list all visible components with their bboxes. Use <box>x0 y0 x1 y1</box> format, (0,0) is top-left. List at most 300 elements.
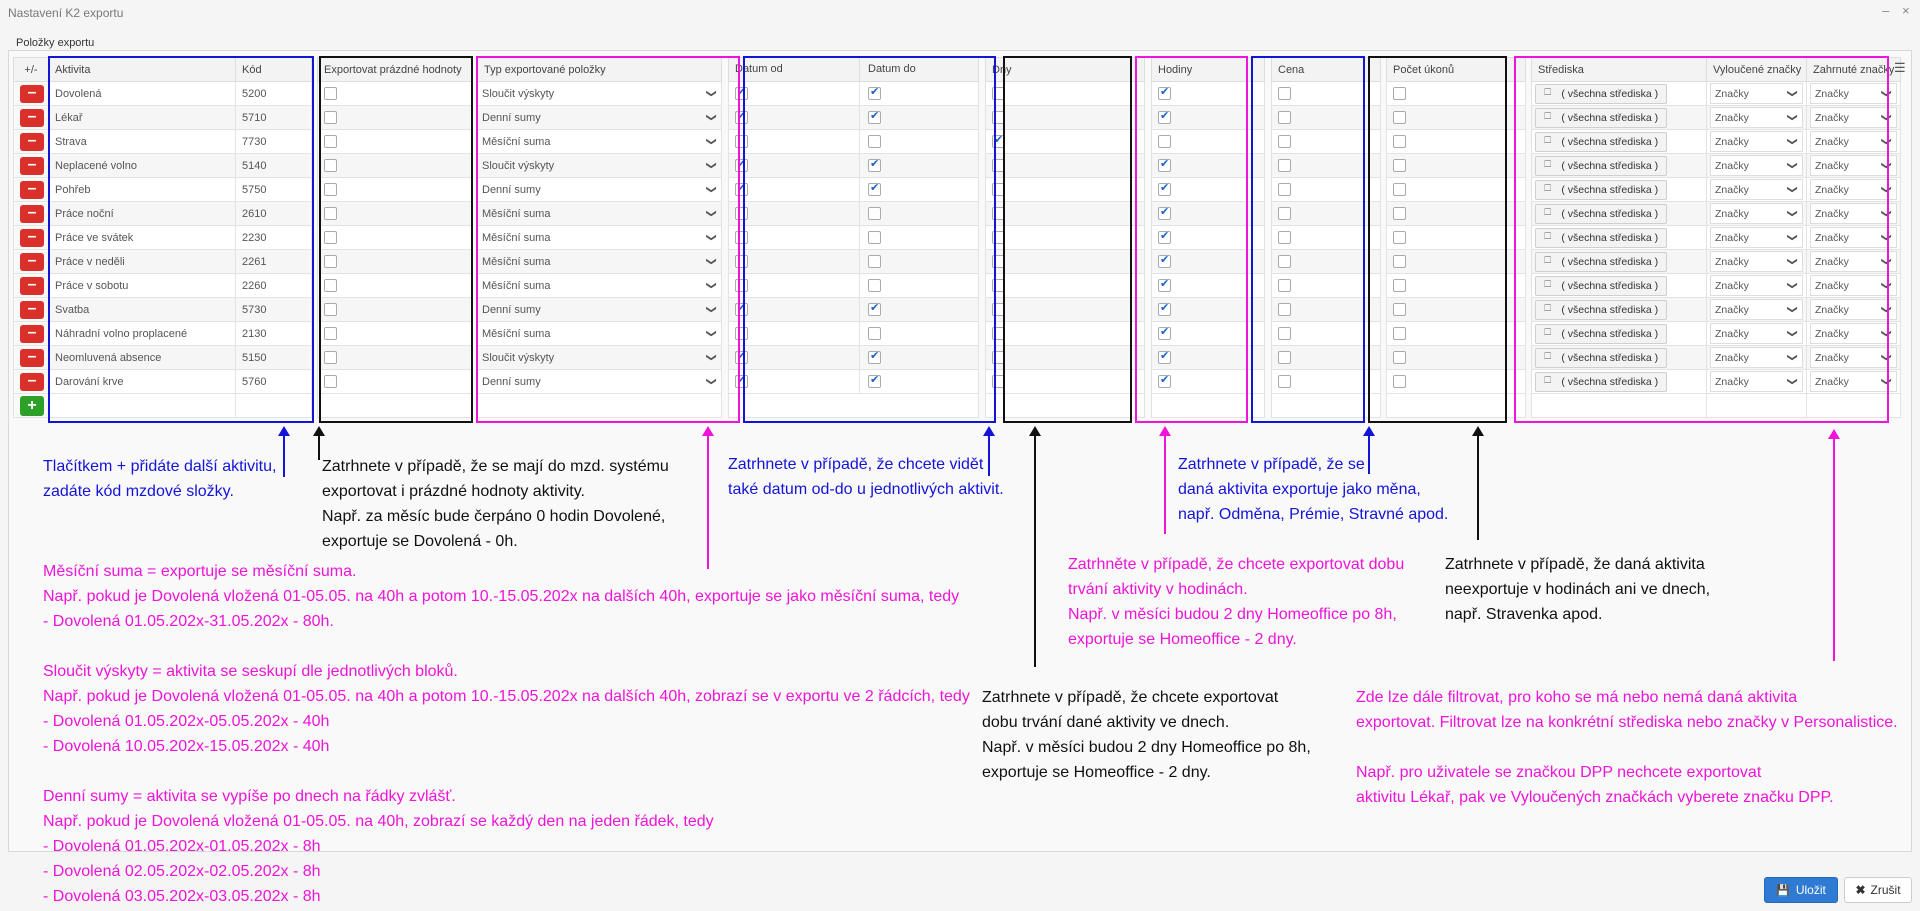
prazdne-checkbox[interactable] <box>324 87 337 100</box>
col-aktivita[interactable]: Aktivita <box>49 58 236 82</box>
window-titlebar <box>0 0 1920 24</box>
typ-select[interactable]: Měsíční suma ❯ <box>482 256 721 268</box>
kod-cell[interactable]: 5140 <box>236 154 312 178</box>
chevron-down-icon: ❯ <box>1880 329 1892 338</box>
datum-do-checkbox[interactable] <box>868 351 881 364</box>
datum-od-checkbox[interactable] <box>735 87 748 100</box>
datum-od-checkbox[interactable] <box>735 375 748 388</box>
strediska-button[interactable]: 🗆 ( všechna střediska ) <box>1535 156 1667 176</box>
typ-select[interactable]: Denní sumy ❯ <box>482 184 721 196</box>
vyloucene-znacky-select[interactable]: Značky ❯ <box>1710 275 1803 296</box>
pocet-ukonu-checkbox[interactable] <box>1393 135 1406 148</box>
minimize-icon[interactable]: – <box>1882 3 1890 18</box>
aktivita-cell[interactable]: Neomluvená absence <box>49 346 236 370</box>
chevron-down-icon: ❯ <box>705 233 717 242</box>
vyloucene-znacky-select[interactable]: Značky ❯ <box>1710 83 1803 104</box>
note-line: dobu trvání dané aktivity ve dnech. <box>982 714 1230 731</box>
strediska-button[interactable]: 🗆 ( všechna střediska ) <box>1535 84 1667 104</box>
hodiny-checkbox[interactable] <box>1158 327 1171 340</box>
remove-row-button[interactable]: – <box>20 301 44 319</box>
datum-do-checkbox[interactable] <box>868 255 881 268</box>
table-row <box>14 322 1901 346</box>
dny-checkbox[interactable] <box>992 303 1005 316</box>
remove-row-button[interactable]: – <box>20 109 44 127</box>
cena-checkbox[interactable] <box>1278 327 1291 340</box>
dny-checkbox[interactable] <box>992 255 1005 268</box>
chevron-down-icon: ❯ <box>1880 353 1892 362</box>
arrow-hodiny <box>1164 434 1166 534</box>
datum-do-checkbox[interactable] <box>868 159 881 172</box>
note-line: - Dovolená 01.05.202x-31.05.202x - 80h. <box>43 613 334 630</box>
dny-checkbox[interactable] <box>992 327 1005 340</box>
chevron-down-icon: ❯ <box>705 305 717 314</box>
prazdne-checkbox[interactable] <box>324 207 337 220</box>
kod-cell[interactable]: 7730 <box>236 130 312 154</box>
zahrnute-znacky-select[interactable]: Značky ❯ <box>1810 203 1897 224</box>
hodiny-checkbox[interactable] <box>1158 135 1171 148</box>
dny-checkbox[interactable] <box>992 231 1005 244</box>
cena-checkbox[interactable] <box>1278 303 1291 316</box>
chevron-down-icon: ❯ <box>1786 305 1798 314</box>
kod-cell[interactable]: 2130 <box>236 322 312 346</box>
note-line: exportovat. Filtrovat lze na konkrétní střediska nebo značky v Personalistice. <box>1356 714 1898 731</box>
zahrnute-znacky-select[interactable]: Značky ❯ <box>1810 251 1897 272</box>
chevron-down-icon: ❯ <box>1786 257 1798 266</box>
aktivita-cell[interactable]: Náhradní volno proplacené <box>49 322 236 346</box>
note-line: Zatrhněte v případě, že chcete exportovat dobu <box>1068 556 1405 573</box>
pocet-ukonu-checkbox[interactable] <box>1393 327 1406 340</box>
cena-checkbox[interactable] <box>1278 135 1291 148</box>
hodiny-checkbox[interactable] <box>1158 111 1171 124</box>
hodiny-checkbox[interactable] <box>1158 255 1171 268</box>
cena-checkbox[interactable] <box>1278 159 1291 172</box>
kod-cell[interactable]: 2230 <box>236 226 312 250</box>
table-row <box>14 82 1901 106</box>
hodiny-checkbox[interactable] <box>1158 303 1171 316</box>
datum-do-checkbox[interactable] <box>868 375 881 388</box>
note-price <box>1178 452 1448 527</box>
kod-cell[interactable]: 5760 <box>236 370 312 394</box>
strediska-button[interactable]: 🗆 ( všechna střediska ) <box>1535 252 1667 272</box>
cena-checkbox[interactable] <box>1278 351 1291 364</box>
note-empty-values <box>322 454 669 554</box>
chevron-down-icon: ❯ <box>705 353 717 362</box>
strediska-button[interactable]: 🗆 ( všechna střediska ) <box>1535 180 1667 200</box>
pocet-ukonu-checkbox[interactable] <box>1393 351 1406 364</box>
note-line: Např. v měsíci budou 2 dny Homeoffice po 8h, <box>1068 606 1397 623</box>
pocet-ukonu-checkbox[interactable] <box>1393 303 1406 316</box>
note-line: aktivitu Lékař, pak ve Vyloučených značkách vyberete značku DPP. <box>1356 789 1834 806</box>
vyloucene-znacky-select[interactable]: Značky ❯ <box>1710 179 1803 200</box>
arrow-aktivita <box>283 434 285 477</box>
zahrnute-znacky-select[interactable]: Značky ❯ <box>1810 323 1897 344</box>
zahrnute-znacky-select[interactable]: Značky ❯ <box>1810 155 1897 176</box>
datum-od-checkbox[interactable] <box>735 135 748 148</box>
strediska-button[interactable]: 🗆 ( všechna střediska ) <box>1535 228 1667 248</box>
note-line: exportovat i prázdné hodnoty aktivity. <box>322 483 585 500</box>
vyloucene-znacky-select[interactable]: Značky ❯ <box>1710 299 1803 320</box>
building-icon: 🗆 <box>1544 303 1552 314</box>
zahrnute-znacky-select[interactable]: Značky ❯ <box>1810 107 1897 128</box>
kod-cell[interactable]: 5730 <box>236 298 312 322</box>
remove-row-button[interactable]: – <box>20 157 44 175</box>
datum-od-checkbox[interactable] <box>735 111 748 124</box>
datum-do-checkbox[interactable] <box>868 111 881 124</box>
hodiny-checkbox[interactable] <box>1158 207 1171 220</box>
add-row <box>14 394 1901 418</box>
building-icon: 🗆 <box>1544 207 1552 218</box>
remove-row-button[interactable]: – <box>20 181 44 199</box>
prazdne-checkbox[interactable] <box>324 279 337 292</box>
note-line: Zatrhnete v případě, že chcete exportovat <box>982 689 1279 706</box>
aktivita-cell[interactable]: Svatba <box>49 298 236 322</box>
vyloucene-znacky-select[interactable]: Značky ❯ <box>1710 227 1803 248</box>
note-line: Měsíční suma = exportuje se měsíční suma. <box>43 563 357 580</box>
chevron-down-icon: ❯ <box>1880 89 1892 98</box>
note-line <box>1356 735 1898 760</box>
col-hodiny[interactable]: Hodiny <box>1152 58 1265 82</box>
note-line: Zatrhnete v případě, že se <box>1178 456 1365 473</box>
chevron-down-icon: ❯ <box>705 329 717 338</box>
remove-row-button[interactable]: – <box>20 325 44 343</box>
remove-row-button[interactable]: – <box>20 229 44 247</box>
zahrnute-znacky-select[interactable]: Značky ❯ <box>1810 179 1897 200</box>
col-plus-minus: +/- <box>14 58 49 82</box>
datum-do-checkbox[interactable] <box>868 207 881 220</box>
vyloucene-znacky-select[interactable]: Značky ❯ <box>1710 107 1803 128</box>
note-line <box>43 759 970 784</box>
note-line: např. Odměna, Prémie, Stravné apod. <box>1178 506 1449 523</box>
strediska-button[interactable]: 🗆 ( všechna střediska ) <box>1535 276 1667 296</box>
chevron-down-icon: ❯ <box>705 161 717 170</box>
chevron-down-icon: ❯ <box>1786 281 1798 290</box>
col-datum-do[interactable]: Datum do <box>868 63 916 75</box>
aktivita-cell[interactable]: Neplacené volno <box>49 154 236 178</box>
zahrnute-znacky-select[interactable]: Značky ❯ <box>1810 227 1897 248</box>
note-line: zadáte kód mzdové složky. <box>43 483 234 500</box>
chevron-down-icon: ❯ <box>1880 161 1892 170</box>
aktivita-cell[interactable]: Pohřeb <box>49 178 236 202</box>
dny-checkbox[interactable] <box>992 183 1005 196</box>
close-icon[interactable]: × <box>1902 3 1910 18</box>
note-line: Denní sumy = aktivita se vypíše po dnech na řádky zvlášť. <box>43 788 456 805</box>
pocet-ukonu-checkbox[interactable] <box>1393 183 1406 196</box>
kod-cell[interactable]: 5200 <box>236 82 312 106</box>
col-prazdne[interactable]: Exportovat prázdné hodnoty <box>318 58 472 82</box>
building-icon: 🗆 <box>1544 279 1552 290</box>
prazdne-checkbox[interactable] <box>324 303 337 316</box>
pocet-ukonu-checkbox[interactable] <box>1393 279 1406 292</box>
dny-checkbox[interactable] <box>992 351 1005 364</box>
strediska-button[interactable]: 🗆 ( všechna střediska ) <box>1535 108 1667 128</box>
save-button[interactable]: 💾 Uložit <box>1764 877 1838 903</box>
column-menu-icon[interactable]: ☰ <box>1894 60 1906 75</box>
dny-checkbox[interactable] <box>992 207 1005 220</box>
note-line: Např. pokud je Dovolená vložená 01-05.05. na 40h, zobrazí se každý den na jeden řádek, tedy <box>43 813 714 830</box>
note-line: Zde lze dále filtrovat, pro koho se má nebo nemá daná aktivita <box>1356 689 1798 706</box>
table-row <box>14 370 1901 394</box>
prazdne-checkbox[interactable] <box>324 231 337 244</box>
datum-od-checkbox[interactable] <box>735 183 748 196</box>
building-icon: 🗆 <box>1544 375 1552 386</box>
kod-cell[interactable]: 2610 <box>236 202 312 226</box>
dny-checkbox[interactable] <box>992 135 1005 148</box>
zahrnute-znacky-select[interactable]: Značky ❯ <box>1810 371 1897 392</box>
pocet-ukonu-checkbox[interactable] <box>1393 111 1406 124</box>
remove-row-button[interactable]: – <box>20 253 44 271</box>
building-icon: 🗆 <box>1544 159 1552 170</box>
vyloucene-znacky-select[interactable]: Značky ❯ <box>1710 203 1803 224</box>
chevron-down-icon: ❯ <box>1880 281 1892 290</box>
prazdne-checkbox[interactable] <box>324 111 337 124</box>
chevron-down-icon: ❯ <box>705 257 717 266</box>
aktivita-cell[interactable]: Práce ve svátek <box>49 226 236 250</box>
note-line: Např. pokud je Dovolená vložená 01-05.05. na 40h a potom 10.-15.05.202x na dalších 40h, zobrazí se v exportu ve 2 řádcích, tedy <box>43 688 970 705</box>
note-line: také datum od-do u jednotlivých aktivit. <box>728 481 1004 498</box>
note-line: Např. za měsíc bude čerpáno 0 hodin Dovolené, <box>322 508 666 525</box>
table-header <box>14 58 1901 82</box>
aktivita-cell[interactable]: Lékař <box>49 106 236 130</box>
chevron-down-icon: ❯ <box>1786 185 1798 194</box>
chevron-down-icon: ❯ <box>1786 113 1798 122</box>
table-row <box>14 202 1901 226</box>
table-row <box>14 154 1901 178</box>
typ-select[interactable]: Měsíční suma ❯ <box>482 208 721 220</box>
typ-select[interactable]: Sloučit výskyty ❯ <box>482 88 721 100</box>
hodiny-checkbox[interactable] <box>1158 231 1171 244</box>
datum-od-checkbox[interactable] <box>735 207 748 220</box>
typ-select[interactable]: Měsíční suma ❯ <box>482 328 721 340</box>
cena-checkbox[interactable] <box>1278 207 1291 220</box>
col-cena[interactable]: Cena <box>1272 58 1381 82</box>
note-line: Např. pro uživatele se značkou DPP nechcete exportovat <box>1356 764 1762 781</box>
hodiny-checkbox[interactable] <box>1158 183 1171 196</box>
strediska-button[interactable]: 🗆 ( všechna střediska ) <box>1535 372 1667 392</box>
building-icon: 🗆 <box>1544 255 1552 266</box>
chevron-down-icon: ❯ <box>1880 209 1892 218</box>
dny-checkbox[interactable] <box>992 111 1005 124</box>
chevron-down-icon: ❯ <box>705 281 717 290</box>
table-row <box>14 130 1901 154</box>
note-line: exportuje se Homeoffice - 2 dny. <box>1068 631 1297 648</box>
col-dny[interactable]: Dny <box>986 58 1145 82</box>
note-line: Sloučit výskyty = aktivita se seskupí dle jednotlivých bloků. <box>43 663 458 680</box>
typ-select[interactable]: Denní sumy ❯ <box>482 304 721 316</box>
note-line: Tlačítkem + přidáte další aktivitu, <box>43 458 277 475</box>
building-icon: 🗆 <box>1544 87 1552 98</box>
kod-cell[interactable]: 5750 <box>236 178 312 202</box>
datum-do-checkbox[interactable] <box>868 279 881 292</box>
note-line: - Dovolená 10.05.202x-15.05.202x - 40h <box>43 738 330 755</box>
col-vyloucene-znacky[interactable]: Vyloučené značky <box>1707 58 1807 82</box>
section-title: Položky exportu <box>16 37 95 49</box>
chevron-down-icon: ❯ <box>1786 353 1798 362</box>
vyloucene-znacky-select[interactable]: Značky ❯ <box>1710 323 1803 344</box>
prazdne-checkbox[interactable] <box>324 135 337 148</box>
table-row <box>14 250 1901 274</box>
col-zahrnute-znacky[interactable]: Zahrnuté značky <box>1807 58 1901 82</box>
note-line: exportuje se Dovolená - 0h. <box>322 533 518 550</box>
cena-checkbox[interactable] <box>1278 231 1291 244</box>
table-row <box>14 274 1901 298</box>
pocet-ukonu-checkbox[interactable] <box>1393 159 1406 172</box>
hodiny-checkbox[interactable] <box>1158 375 1171 388</box>
zahrnute-znacky-select[interactable]: Značky ❯ <box>1810 131 1897 152</box>
pocet-ukonu-checkbox[interactable] <box>1393 375 1406 388</box>
vyloucene-znacky-select[interactable]: Značky ❯ <box>1710 155 1803 176</box>
table-row <box>14 298 1901 322</box>
kod-cell[interactable]: 2260 <box>236 274 312 298</box>
dny-checkbox[interactable] <box>992 159 1005 172</box>
col-typ[interactable]: Typ exportované položky <box>478 58 722 82</box>
table-row <box>14 106 1901 130</box>
note-line: - Dovolená 02.05.202x-02.05.202x - 8h <box>43 863 321 880</box>
prazdne-checkbox[interactable] <box>324 375 337 388</box>
col-pocet-ukonu[interactable]: Počet úkonů <box>1387 58 1526 82</box>
datum-od-checkbox[interactable] <box>735 327 748 340</box>
cancel-icon: ✖ <box>1855 883 1866 897</box>
typ-select[interactable]: Sloučit výskyty ❯ <box>482 352 721 364</box>
typ-select[interactable]: Denní sumy ❯ <box>482 376 721 388</box>
cena-checkbox[interactable] <box>1278 375 1291 388</box>
typ-select[interactable]: Měsíční suma ❯ <box>482 232 721 244</box>
datum-od-checkbox[interactable] <box>735 303 748 316</box>
prazdne-checkbox[interactable] <box>324 183 337 196</box>
hodiny-checkbox[interactable] <box>1158 87 1171 100</box>
zahrnute-znacky-select[interactable]: Značky ❯ <box>1810 275 1897 296</box>
cena-checkbox[interactable] <box>1278 183 1291 196</box>
datum-do-checkbox[interactable] <box>868 231 881 244</box>
cancel-button[interactable]: ✖ Zrušit <box>1844 877 1912 903</box>
strediska-button[interactable]: 🗆 ( všechna střediska ) <box>1535 348 1667 368</box>
vyloucene-znacky-select[interactable]: Značky ❯ <box>1710 131 1803 152</box>
vyloucene-znacky-select[interactable]: Značky ❯ <box>1710 371 1803 392</box>
typ-select[interactable]: Denní sumy ❯ <box>482 112 721 124</box>
strediska-button[interactable]: 🗆 ( všechna střediska ) <box>1535 300 1667 320</box>
datum-do-checkbox[interactable] <box>868 135 881 148</box>
remove-row-button[interactable]: – <box>20 205 44 223</box>
zahrnute-znacky-select[interactable]: Značky ❯ <box>1810 299 1897 320</box>
strediska-button[interactable]: 🗆 ( všechna střediska ) <box>1535 324 1667 344</box>
typ-select[interactable]: Sloučit výskyty ❯ <box>482 160 721 172</box>
datum-od-checkbox[interactable] <box>735 255 748 268</box>
kod-cell[interactable]: 5150 <box>236 346 312 370</box>
arrow-pocet <box>1477 434 1479 540</box>
strediska-button[interactable]: 🗆 ( všechna střediska ) <box>1535 204 1667 224</box>
prazdne-checkbox[interactable] <box>324 255 337 268</box>
chevron-down-icon: ❯ <box>705 185 717 194</box>
aktivita-cell[interactable]: Strava <box>49 130 236 154</box>
typ-select[interactable]: Měsíční suma ❯ <box>482 136 721 148</box>
prazdne-checkbox[interactable] <box>324 351 337 364</box>
note-export-type <box>43 559 970 909</box>
datum-do-checkbox[interactable] <box>868 327 881 340</box>
hodiny-checkbox[interactable] <box>1158 351 1171 364</box>
building-icon: 🗆 <box>1544 111 1552 122</box>
kod-cell[interactable]: 5710 <box>236 106 312 130</box>
remove-row-button[interactable]: – <box>20 349 44 367</box>
remove-row-button[interactable]: – <box>20 373 44 391</box>
note-count <box>1445 552 1710 627</box>
datum-od-checkbox[interactable] <box>735 159 748 172</box>
add-row-button[interactable]: + <box>20 396 44 416</box>
export-items-table <box>13 57 1901 418</box>
chevron-down-icon: ❯ <box>705 137 717 146</box>
aktivita-cell[interactable]: Darování krve <box>49 370 236 394</box>
aktivita-cell[interactable]: Dovolená <box>49 82 236 106</box>
chevron-down-icon: ❯ <box>1786 89 1798 98</box>
zahrnute-znacky-select[interactable]: Značky ❯ <box>1810 347 1897 368</box>
datum-do-checkbox[interactable] <box>868 87 881 100</box>
col-kod[interactable]: Kód <box>236 58 312 82</box>
hodiny-checkbox[interactable] <box>1158 159 1171 172</box>
col-datum-od[interactable]: Datum od <box>729 58 860 81</box>
table-row <box>14 178 1901 202</box>
note-line: Zatrhnete v případě, že chcete vidět <box>728 456 984 473</box>
remove-row-button[interactable]: – <box>20 85 44 103</box>
vyloucene-znacky-select[interactable]: Značky ❯ <box>1710 251 1803 272</box>
typ-select[interactable]: Měsíční suma ❯ <box>482 280 721 292</box>
chevron-down-icon: ❯ <box>1786 137 1798 146</box>
arrow-filtry <box>1833 437 1835 661</box>
pocet-ukonu-checkbox[interactable] <box>1393 87 1406 100</box>
pocet-ukonu-checkbox[interactable] <box>1393 207 1406 220</box>
chevron-down-icon: ❯ <box>705 209 717 218</box>
prazdne-checkbox[interactable] <box>324 159 337 172</box>
datum-do-checkbox[interactable] <box>868 303 881 316</box>
window-title: Nastavení K2 exportu <box>8 6 124 20</box>
chevron-down-icon: ❯ <box>1786 377 1798 386</box>
aktivita-cell[interactable]: Práce v sobotu <box>49 274 236 298</box>
aktivita-cell[interactable]: Práce noční <box>49 202 236 226</box>
cena-checkbox[interactable] <box>1278 111 1291 124</box>
prazdne-checkbox[interactable] <box>324 327 337 340</box>
datum-od-checkbox[interactable] <box>735 279 748 292</box>
kod-cell[interactable]: 2261 <box>236 250 312 274</box>
pocet-ukonu-checkbox[interactable] <box>1393 255 1406 268</box>
table-row <box>14 226 1901 250</box>
datum-do-checkbox[interactable] <box>868 183 881 196</box>
cena-checkbox[interactable] <box>1278 87 1291 100</box>
note-line: trvání aktivity v hodinách. <box>1068 581 1248 598</box>
col-strediska[interactable]: Střediska <box>1532 58 1707 82</box>
remove-row-button[interactable]: – <box>20 133 44 151</box>
dny-checkbox[interactable] <box>992 87 1005 100</box>
strediska-button[interactable]: 🗆 ( všechna střediska ) <box>1535 132 1667 152</box>
remove-row-button[interactable]: – <box>20 277 44 295</box>
building-icon: 🗆 <box>1544 135 1552 146</box>
note-line: Zatrhnete v případě, že daná aktivita <box>1445 556 1705 573</box>
dny-checkbox[interactable] <box>992 279 1005 292</box>
aktivita-cell[interactable]: Práce v neděli <box>49 250 236 274</box>
zahrnute-znacky-select[interactable]: Značky ❯ <box>1810 83 1897 104</box>
chevron-down-icon: ❯ <box>1880 305 1892 314</box>
vyloucene-znacky-select[interactable]: Značky ❯ <box>1710 347 1803 368</box>
cena-checkbox[interactable] <box>1278 255 1291 268</box>
datum-od-checkbox[interactable] <box>735 351 748 364</box>
pocet-ukonu-checkbox[interactable] <box>1393 231 1406 244</box>
chevron-down-icon: ❯ <box>705 377 717 386</box>
hodiny-checkbox[interactable] <box>1158 279 1171 292</box>
note-filters <box>1356 685 1898 810</box>
table-row <box>14 346 1901 370</box>
chevron-down-icon: ❯ <box>1880 233 1892 242</box>
chevron-down-icon: ❯ <box>1880 257 1892 266</box>
arrow-typ <box>707 434 709 569</box>
dny-checkbox[interactable] <box>992 375 1005 388</box>
cena-checkbox[interactable] <box>1278 279 1291 292</box>
datum-od-checkbox[interactable] <box>735 231 748 244</box>
